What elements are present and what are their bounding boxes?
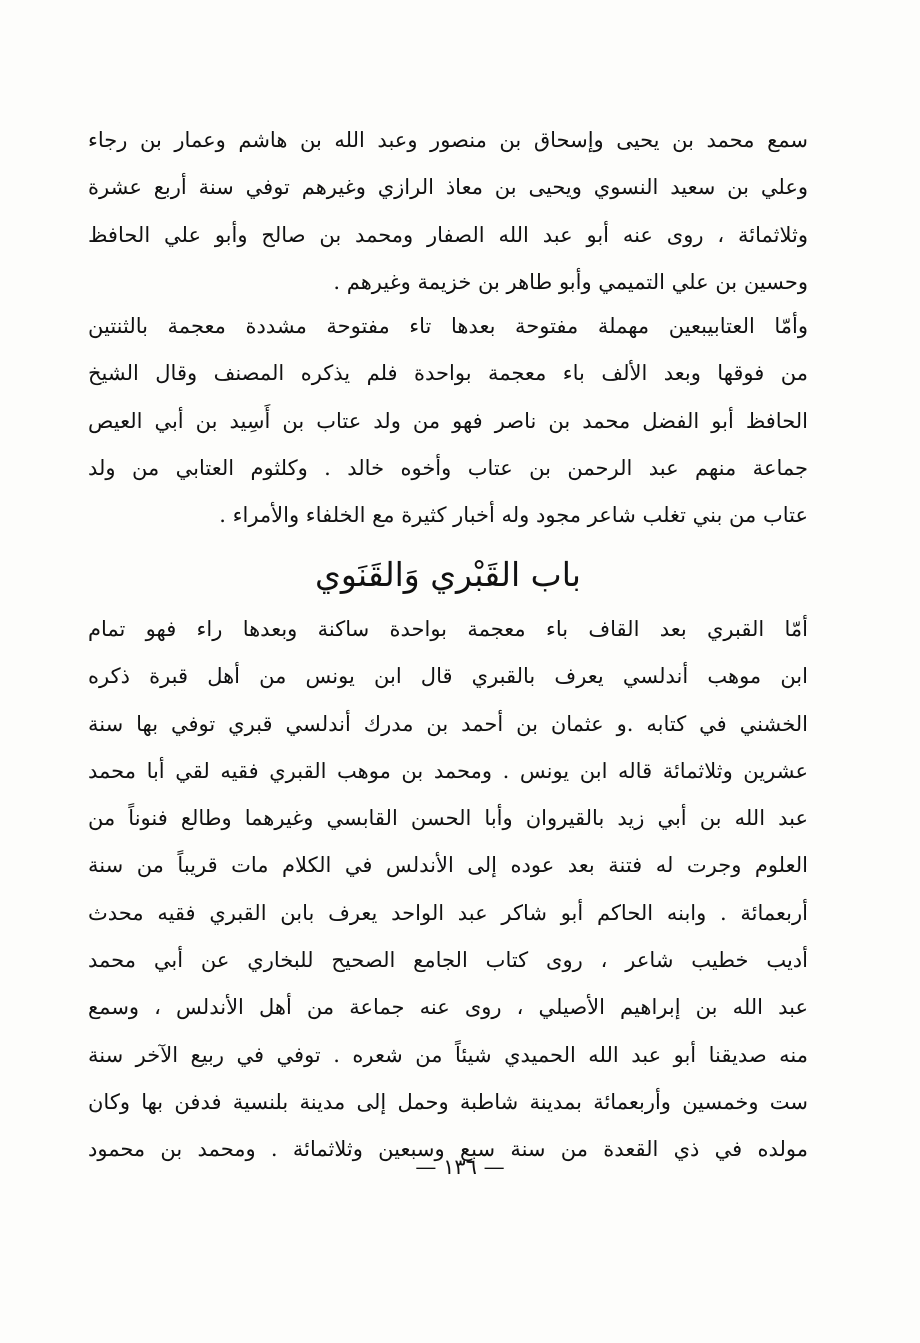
- text-line: وحسين بن علي التميمي وأبو طاهر بن خزيمة وغيرهم .: [333, 269, 808, 294]
- text-line: أديب خطيب شاعر ، روى كتاب الجامع الصحيح للبخاري عن أبي محمد: [88, 948, 808, 973]
- text-line: عشرين وثلاثمائة قاله ابن يونس . ومحمد بن موهب القبري فقيه لقي أبا محمد: [88, 758, 808, 783]
- text-line: الخشني في كتابه .و عثمان بن أحمد بن مدرك أندلسي قبري توفي بها سنة: [88, 711, 808, 736]
- text-line: مولده في ذي القعدة من سنة سبع وسبعين وثلاثمائة . ومحمد بن محمود: [88, 1137, 808, 1162]
- text-line: وأمّا العتابيبعين مهملة مفتوحة بعدها تاء مفتوحة مشددة معجمة بالثنتين: [88, 314, 808, 338]
- text-line: أربعمائة . وابنه الحاكم أبو شاكر عبد الواحد يعرف بابن القبري فقيه محدث: [88, 900, 808, 925]
- text-line: الحافظ أبو الفضل محمد بن ناصر فهو من ولد عتاب بن أَسِيد بن أبي العيص: [88, 408, 808, 433]
- text-line: ابن موهب أندلسي يعرف بالقبري قال ابن يونس من أهل قبرة ذكره: [88, 664, 808, 689]
- paragraph-1: [88, 117, 808, 306]
- text-line: العلوم وجرت له فتنة بعد عوده إلى الأندلس في الكلام مات قريباً من سنة: [88, 853, 808, 878]
- text-line: عبد الله بن أبي زيد بالقيروان وأبا الحسن القابسي وغيرهما وطالع فنوناً من: [88, 806, 808, 831]
- text-line: من فوقها وبعد الألف باء معجمة بواحدة فلم يذكره المصنف وقال الشيخ: [88, 361, 808, 386]
- text-line: سمع محمد بن يحيى وإسحاق بن منصور وعبد الله بن هاشم وعمار بن رجاء: [88, 128, 808, 152]
- text-line: ست وخمسين وأربعمائة بمدينة شاطبة وحمل إلى مدينة بلنسية فدفن بها وكان: [88, 1089, 808, 1114]
- page-number: — ١٣٦ —: [415, 1155, 505, 1179]
- text-line: جماعة منهم عبد الرحمن بن عتاب وأخوه خالد . وكلثوم العتابي من ولد: [88, 455, 808, 480]
- text-line: وعلي بن سعيد النسوي ويحيى بن معاذ الرازي وغيرهم توفي سنة أربع عشرة: [88, 175, 808, 200]
- text-line: أمّا القبري بعد القاف باء معجمة بواحدة ساكنة وبعدها راء فهو تمام: [88, 617, 808, 641]
- section-heading: باب القَبْري وَالقَنَوي: [315, 555, 581, 594]
- text-line: عتاب من بني تغلب شاعر مجود وله أخبار كثيرة مع الخلفاء والأمراء .: [219, 503, 808, 528]
- text-line: وثلاثمائة ، روى عنه أبو عبد الله الصفار ومحمد بن صالح وأبو علي الحافظ: [88, 222, 808, 247]
- paragraph-2: [88, 303, 808, 539]
- paragraph-3: [88, 606, 808, 1174]
- text-line: منه صديقنا أبو عبد الله الحميدي شيئاً من شعره . توفي في ربيع الآخر سنة: [88, 1042, 808, 1067]
- text-line: عبد الله بن إبراهيم الأصيلي ، روى عنه جماعة من أهل الأندلس ، وسمع: [88, 995, 808, 1020]
